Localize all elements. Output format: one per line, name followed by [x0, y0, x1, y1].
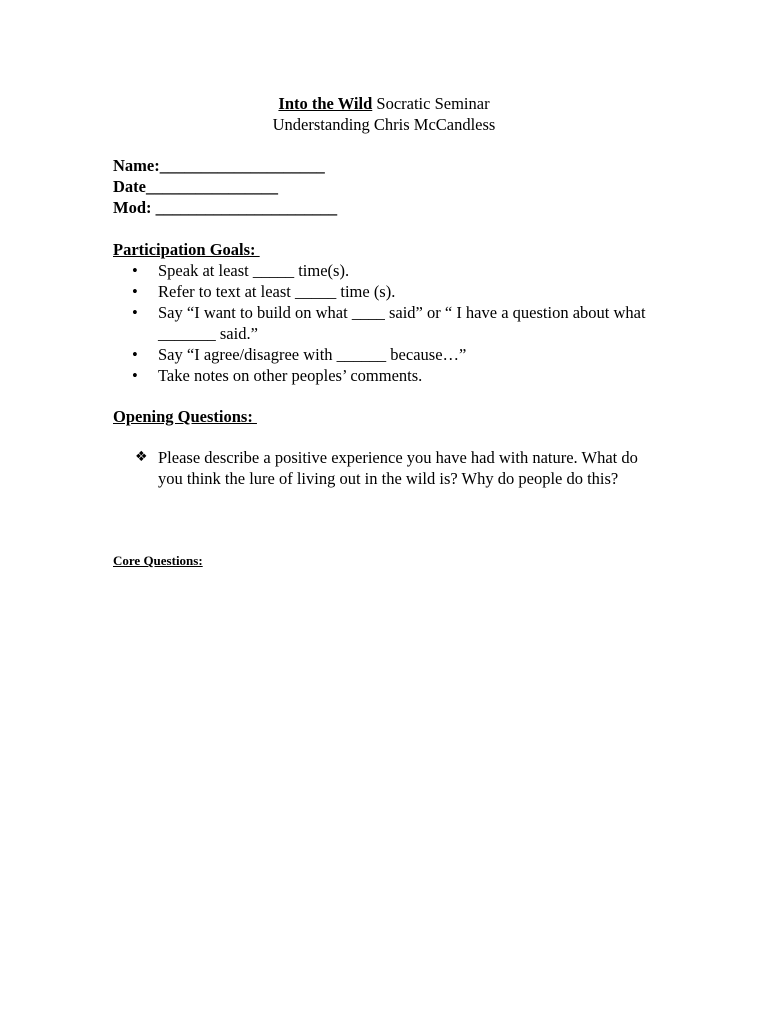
- list-item: [113, 302, 658, 344]
- goal-text: Say “I want to build on what ____ said” or “ I have a question about what _______ said.”: [158, 303, 646, 343]
- goal-text: Speak at least _____ time(s).: [158, 261, 350, 280]
- opening-questions-list: [113, 447, 658, 489]
- list-item: [113, 447, 658, 489]
- document-title: [0, 93, 768, 114]
- date-field: Date________________: [113, 177, 278, 196]
- title-block: [0, 93, 768, 135]
- participation-goals-heading: Participation Goals:: [113, 240, 260, 259]
- list-item: [113, 365, 658, 386]
- bullet-icon: •: [132, 345, 138, 364]
- opening-question-text: Please describe a positive experience you have had with nature. What do you think the lure of living out in the wild is? Why do people do this?: [158, 448, 638, 488]
- bullet-icon: •: [132, 303, 138, 322]
- list-item: [113, 260, 658, 281]
- mod-field: Mod: ______________________: [113, 198, 338, 217]
- opening-questions-heading: Opening Questions:: [113, 407, 257, 426]
- list-item: [113, 344, 658, 365]
- goal-text: Refer to text at least _____ time (s).: [158, 282, 396, 301]
- student-info-fields: [113, 155, 337, 218]
- book-title: Into the Wild: [278, 94, 373, 113]
- bullet-icon: •: [132, 261, 138, 280]
- title-suffix: Socratic Seminar: [372, 94, 490, 113]
- diamond-bullet-icon: ❖: [135, 449, 148, 465]
- core-questions-heading: Core Questions:: [113, 553, 203, 568]
- bullet-icon: •: [132, 366, 138, 385]
- participation-goals-list: [113, 260, 658, 386]
- name-field: Name:____________________: [113, 156, 325, 175]
- goal-text: Take notes on other peoples’ comments.: [158, 366, 423, 385]
- document-subtitle: Understanding Chris McCandless: [272, 115, 496, 134]
- list-item: [113, 281, 658, 302]
- bullet-icon: •: [132, 282, 138, 301]
- goal-text: Say “I agree/disagree with ______ because…”: [158, 345, 467, 364]
